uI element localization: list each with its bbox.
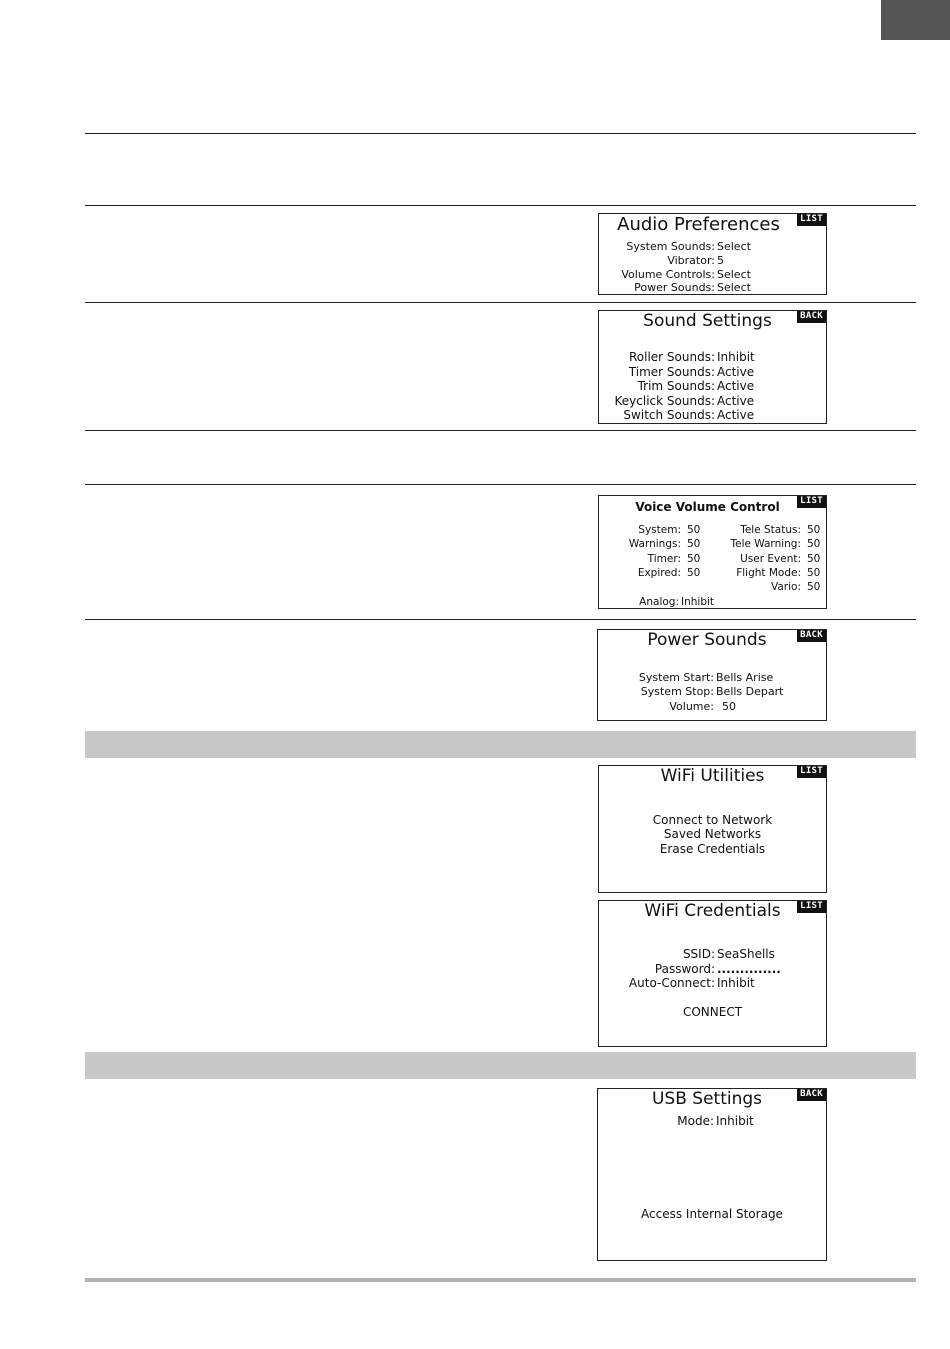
setting-value: Bells Depart: [716, 685, 784, 698]
setting-value: Active: [717, 365, 755, 379]
volume-value: 50: [807, 581, 821, 593]
page-footer-rule: [85, 1278, 916, 1282]
setting-value: Select: [717, 281, 751, 294]
ssid-row[interactable]: [599, 947, 775, 962]
setting-label: Power Sounds:: [634, 281, 715, 294]
setting-row[interactable]: [598, 700, 736, 714]
section-divider: [85, 302, 916, 303]
wifi-credentials-screen: [598, 900, 827, 1047]
setting-label: Vibrator:: [667, 254, 715, 267]
back-button[interactable]: BACK: [797, 311, 826, 323]
sound-settings-screen: [598, 310, 827, 424]
section-divider: [85, 619, 916, 620]
section-header-band: [85, 1052, 916, 1079]
screen-title: Voice Volume Control: [635, 500, 780, 514]
setting-row[interactable]: [599, 268, 751, 282]
password-label: Password:: [654, 962, 715, 976]
auto-connect-label: Auto-Connect:: [628, 976, 715, 990]
volume-label: User Event:: [740, 553, 801, 565]
screen-title: Sound Settings: [643, 311, 772, 331]
wifi-utilities-screen: [598, 765, 827, 893]
section-divider: [85, 205, 916, 206]
volume-value: 50: [807, 524, 821, 536]
volume-row[interactable]: [709, 523, 820, 537]
usb-mode-row[interactable]: [598, 1114, 754, 1129]
volume-value: 50: [687, 538, 701, 550]
setting-label: Keyclick Sounds:: [614, 394, 715, 408]
setting-row[interactable]: [598, 685, 783, 699]
setting-value: 5: [717, 254, 724, 267]
analog-label: Analog:: [639, 596, 679, 608]
volume-row[interactable]: [599, 537, 700, 551]
setting-row[interactable]: [598, 671, 773, 685]
setting-label: System Sounds:: [626, 240, 715, 253]
screen-title: WiFi Credentials: [644, 901, 781, 921]
usb-mode-label: Mode:: [677, 1114, 714, 1128]
volume-row[interactable]: [709, 580, 820, 594]
volume-label: Flight Mode:: [736, 567, 801, 579]
setting-label: Volume:: [669, 700, 714, 713]
power-sounds-screen: [597, 629, 827, 721]
volume-value: 50: [807, 553, 821, 565]
saved-networks-item[interactable]: Saved Networks: [663, 827, 762, 841]
password-value: ..............: [717, 962, 781, 976]
volume-label: Tele Warning:: [730, 538, 801, 550]
setting-row[interactable]: [599, 254, 724, 268]
volume-row[interactable]: [599, 552, 700, 566]
screen-title: Power Sounds: [647, 630, 767, 650]
setting-label: Trim Sounds:: [637, 379, 715, 393]
access-internal-storage-button[interactable]: Access Internal Storage: [641, 1207, 783, 1221]
volume-row[interactable]: [709, 566, 820, 580]
list-button[interactable]: LIST: [797, 496, 826, 508]
screen-title: Audio Preferences: [617, 214, 780, 235]
connect-button[interactable]: CONNECT: [682, 1005, 743, 1019]
volume-row[interactable]: [599, 523, 700, 537]
chapter-tab: [881, 0, 950, 40]
setting-row[interactable]: [599, 394, 754, 409]
section-header-band: [85, 731, 916, 758]
list-button[interactable]: LIST: [797, 766, 826, 778]
setting-value: Select: [717, 268, 751, 281]
volume-label: Warnings:: [628, 538, 681, 550]
setting-label: Switch Sounds:: [623, 408, 715, 422]
volume-row[interactable]: [709, 537, 820, 551]
section-divider: [85, 133, 916, 134]
setting-row[interactable]: [599, 350, 755, 365]
setting-value: Select: [717, 240, 751, 253]
setting-label: System Stop:: [640, 685, 714, 698]
volume-value: 50: [807, 538, 821, 550]
list-button[interactable]: LIST: [797, 214, 826, 226]
setting-label: Volume Controls:: [621, 268, 715, 281]
setting-value: Active: [717, 379, 755, 393]
analog-row[interactable]: [599, 595, 714, 609]
setting-value: 50: [722, 700, 736, 713]
voice-volume-control-screen: [598, 495, 827, 609]
back-button[interactable]: BACK: [797, 1089, 826, 1101]
volume-label: Expired:: [637, 567, 681, 579]
setting-label: Roller Sounds:: [628, 350, 715, 364]
volume-label: Vario:: [771, 581, 801, 593]
volume-value: 50: [687, 567, 701, 579]
setting-row[interactable]: [599, 240, 751, 254]
setting-value: Bells Arise: [716, 671, 774, 684]
ssid-value: SeaShells: [717, 947, 775, 961]
setting-label: Timer Sounds:: [628, 365, 715, 379]
setting-row[interactable]: [599, 281, 751, 295]
setting-value: Inhibit: [717, 350, 755, 364]
volume-value: 50: [687, 524, 701, 536]
usb-settings-screen: [597, 1088, 827, 1261]
setting-value: Active: [717, 394, 755, 408]
screen-title: WiFi Utilities: [660, 766, 765, 786]
connect-to-network-item[interactable]: Connect to Network: [652, 813, 773, 827]
screen-title: USB Settings: [651, 1089, 763, 1109]
setting-row[interactable]: [599, 408, 754, 423]
ssid-label: SSID:: [682, 947, 715, 961]
volume-label: Timer:: [647, 553, 681, 565]
usb-mode-value: Inhibit: [716, 1114, 754, 1128]
section-divider: [85, 484, 916, 485]
volume-value: 50: [687, 553, 701, 565]
auto-connect-row[interactable]: [599, 976, 755, 991]
setting-row[interactable]: [599, 365, 754, 380]
volume-label: Tele Status:: [740, 524, 801, 536]
volume-row[interactable]: [599, 566, 700, 580]
volume-value: 50: [807, 567, 821, 579]
password-row[interactable]: [599, 962, 781, 977]
setting-label: System Start:: [638, 671, 714, 684]
analog-value: Inhibit: [681, 596, 715, 608]
volume-row[interactable]: [709, 552, 820, 566]
audio-preferences-screen: [598, 213, 827, 295]
setting-value: Active: [717, 408, 755, 422]
auto-connect-value: Inhibit: [717, 976, 755, 990]
setting-row[interactable]: [599, 379, 754, 394]
section-divider: [85, 430, 916, 431]
volume-label: System:: [638, 524, 681, 536]
erase-credentials-item[interactable]: Erase Credentials: [659, 842, 766, 856]
list-button[interactable]: LIST: [797, 901, 826, 913]
back-button[interactable]: BACK: [797, 630, 826, 642]
